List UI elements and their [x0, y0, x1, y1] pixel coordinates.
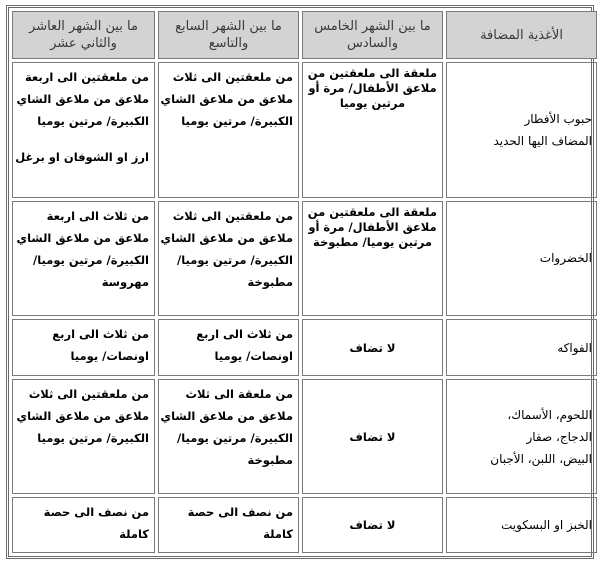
header-months-5-6: ما بين الشهر الخامس والسادس [302, 11, 443, 59]
amount-cell-5-6: لا تضاف [302, 497, 443, 553]
feeding-table-frame [6, 5, 594, 559]
amount-cell-5-6: لا تضاف [302, 319, 443, 377]
table-row [12, 62, 597, 198]
header-months-7-9: ما بين الشهر السابع والتاسع [158, 11, 299, 59]
food-cell: الفواكه [446, 319, 597, 377]
food-cell: الخضروات [446, 201, 597, 316]
table-row [12, 319, 597, 377]
amount-cell-7-9: من ملعقتين الى ثلاث ملاعق من ملاعق الشاي الكبيرة/ مرتين يوميا/ مطبوخة [158, 201, 299, 316]
food-cell: حبوب الأفطار المضاف اليها الحديد [446, 62, 597, 198]
food-cell: اللحوم، الأسماك، الدجاج، صفار البيض، اللبن، الأجبان [446, 379, 597, 494]
amount-cell-10-12: من ملعقتين الى اربعة ملاعق من ملاعق الشاي الكبيرة/ مرتين يوميا ارز او الشوفان او برغل [12, 62, 155, 198]
header-months-10-12: ما بين الشهر العاشر والثاني عشر [12, 11, 155, 59]
amount-cell-7-9: من ملعقتين الى ثلاث ملاعق من ملاعق الشاي الكبيرة/ مرتين يوميا [158, 62, 299, 198]
table-row [12, 201, 597, 316]
amount-cell-5-6: لا تضاف [302, 379, 443, 494]
amount-cell-5-6: ملعقة الى ملعقتين من ملاعق الأطفال/ مرة أو مرتين يوميا [302, 62, 443, 198]
feeding-table [9, 8, 600, 556]
amount-cell-10-12: من ثلاث الى اربعة ملاعق من ملاعق الشاي الكبيرة/ مرتين يوميا/ مهروسة [12, 201, 155, 316]
amount-cell-10-12: من ثلاث الى اربع اونصات/ يوميا [12, 319, 155, 377]
amount-cell-10-12: من نصف الى حصة كاملة [12, 497, 155, 553]
amount-cell-10-12: من ملعقتين الى ثلاث ملاعق من ملاعق الشاي الكبيرة/ مرتين يوميا [12, 379, 155, 494]
table-row [12, 497, 597, 553]
header-row [12, 11, 597, 59]
amount-cell-5-6: ملعقة الى ملعقتين من ملاعق الأطفال/ مرة أو مرتين يوميا/ مطبوخة [302, 201, 443, 316]
amount-cell-7-9: من ملعقة الى ثلاث ملاعق من ملاعق الشاي الكبيرة/ مرتين يوميا/ مطبوخة [158, 379, 299, 494]
amount-cell-7-9: من ثلاث الى اربع اونصات/ يوميا [158, 319, 299, 377]
amount-cell-7-9: من نصف الى حصة كاملة [158, 497, 299, 553]
table-row [12, 379, 597, 494]
header-foods: الأغذية المضافة [446, 11, 597, 59]
food-cell: الخبز او البسكويت [446, 497, 597, 553]
